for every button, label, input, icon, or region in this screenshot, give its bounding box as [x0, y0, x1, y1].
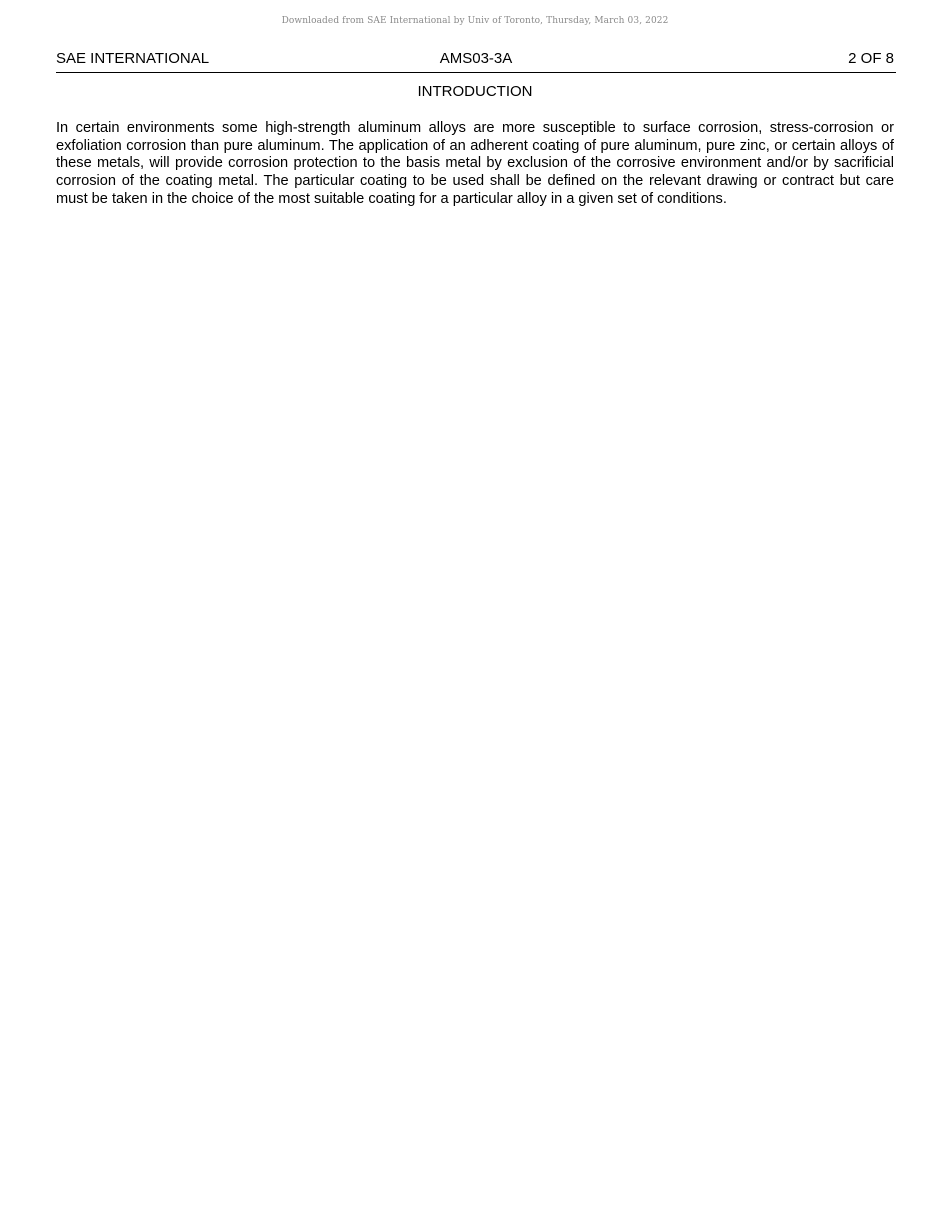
section-title: INTRODUCTION [417, 83, 533, 100]
introduction-paragraph: In certain environments some high-strength aluminum alloys are more susceptible to surface corrosion, stress-corrosion or exfoliation corrosion than pure aluminum. The application of an adherent coating of pure aluminum, pure zinc, or certain alloys of these metals, will provide corrosion protection to the basis metal by exclusion of the corrosive environment and/or by sacrificial corrosion of the coating metal. The particular coating to be used shall be defined on the relevant drawing or contract but care must be taken in the choice of the most suitable coating for a particular alloy in a given set of conditions. [56, 120, 894, 207]
header-document-id: AMS03-3A [439, 50, 513, 67]
header-page-indicator: 2 OF 8 [848, 50, 894, 67]
download-watermark: Downloaded from SAE International by Univ of Toronto, Thursday, March 03, 2022 [281, 16, 669, 26]
page-header [56, 50, 896, 73]
header-organization: SAE INTERNATIONAL [56, 50, 210, 67]
